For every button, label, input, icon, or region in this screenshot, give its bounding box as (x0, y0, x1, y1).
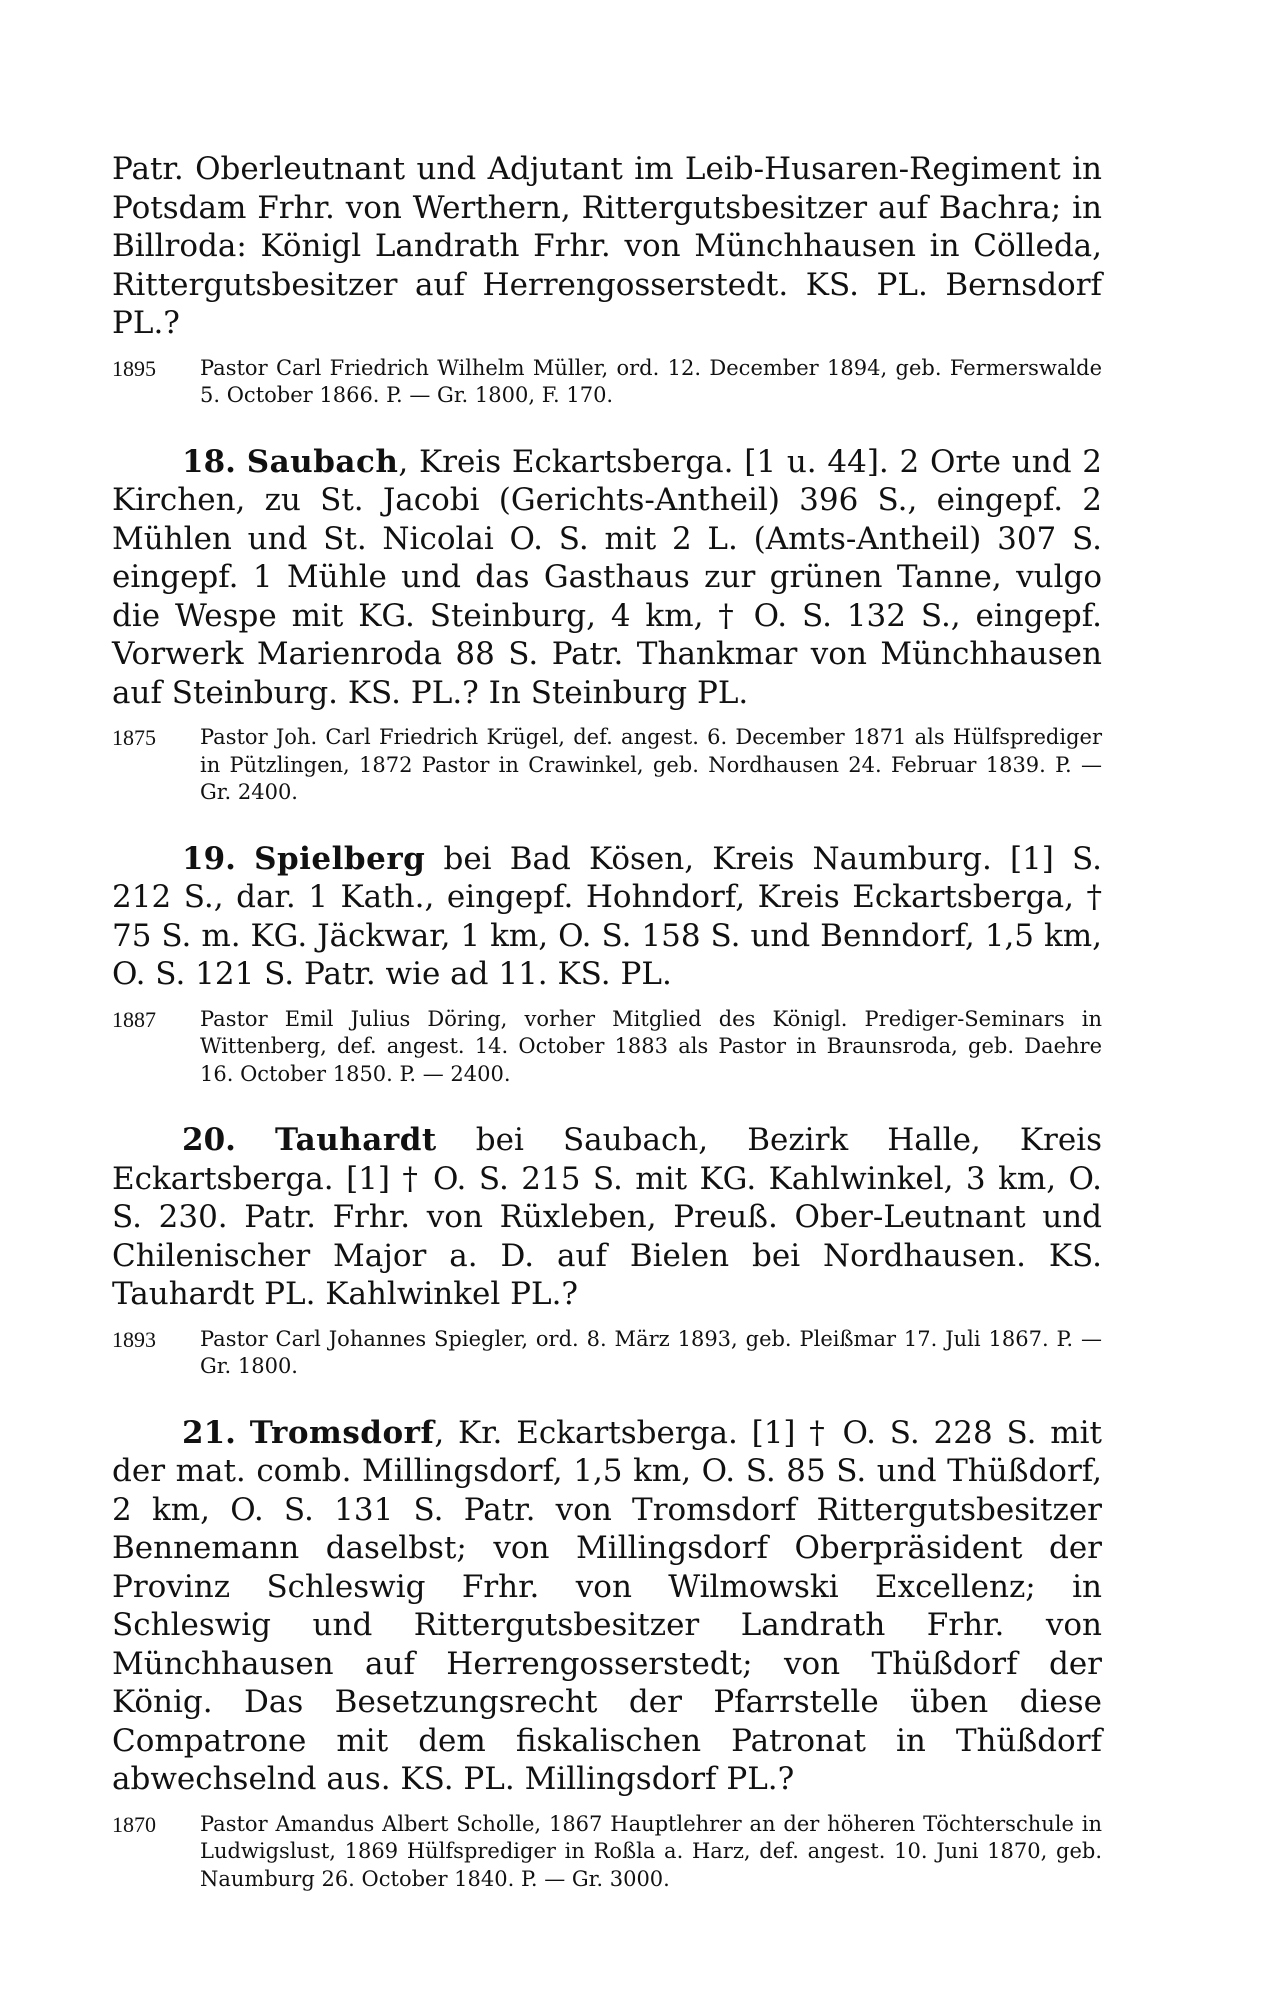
parish-description (112, 840, 1102, 994)
parish-name: Saubach (246, 443, 399, 480)
pastor-text: Pastor Emil Julius Döring, vorher Mitglied des Königl. Prediger-Seminars in Wittenberg, def. angest. 14. October 1883 als Pastor in Braunsroda, geb. Daehre 16. October 1850. P. — 2400. (200, 1006, 1102, 1086)
pastor-year: 1895 (112, 355, 156, 381)
pastor-note (112, 724, 1102, 807)
pastor-text: Pastor Carl Johannes Spiegler, ord. 8. März 1893, geb. Pleißmar 17. Juli 1867. P. — Gr. 1800. (200, 1326, 1102, 1378)
parish-entry-18 (112, 443, 1102, 807)
parish-text: , Kreis Eckartsberga. [1 u. 44]. 2 Orte und 2 Kirchen, zu St. Jacobi (Gerichts-Antheil) 396 S., eingepf. 2 Mühlen und St. Nicolai O. S. mit 2 L. (Amts-Antheil) 307 S. eingepf. 1 Mühle und das Gasthaus zur grünen Tanne, vulgo die Wespe mit KG. Steinburg, 4 km, † O. S. 132 S., eingepf. Vorwerk Marienroda 88 S. Patr. Thankmar von Münchhausen auf Steinburg. KS. PL.? In Steinburg PL. (112, 443, 1103, 711)
continuation-text: Patr. Oberleutnant und Adjutant im Leib-Husaren-Regiment in Potsdam Frhr. von Werthern, Rittergutsbesitzer auf Bachra; in Billroda: Königl Landrath Frhr. von Münchhausen in Cölleda, Rittergutsbesitzer auf Herrengosserstedt. KS. PL. Bernsdorf PL.? (112, 151, 1102, 341)
pastor-note (112, 1326, 1102, 1381)
parish-number: 20. (182, 1122, 236, 1158)
parish-description (112, 443, 1102, 713)
pastor-text: Pastor Amandus Albert Scholle, 1867 Hauptlehrer an der höheren Töchterschule in Ludwigslust, 1869 Hülfsprediger in Roßla a. Harz, def. angest. 10. Juni 1870, geb. Naumburg 26. October 1840. P. — Gr. 3000. (200, 1811, 1102, 1891)
parish-text: bei Saubach, Bezirk Halle, Kreis Eckartsberga. [1] † O. S. 215 S. mit KG. Kahlwinkel, 3 km, O. S. 230. Patr. Frhr. von Rüxleben, Preuß. Ober-Leutnant und Chilenischer Major a. D. auf Bielen bei Nordhausen. KS. Tauhardt PL. Kahlwinkel PL.? (112, 1122, 1102, 1312)
parish-text: bei Bad Kösen, Kreis Naumburg. [1] S. 212 S., dar. 1 Kath., eingepf. Hohndorf, Kreis Eckartsberga, † 75 S. m. KG. Jäckwar, 1 km, O. S. 158 S. und Benndorf, 1,5 km, O. S. 121 S. Patr. wie ad 11. KS. PL. (112, 840, 1103, 992)
parish-number: 19. (182, 840, 236, 877)
parish-entry-21 (112, 1414, 1102, 1894)
parish-number: 21. (182, 1414, 236, 1451)
parish-description (112, 1414, 1102, 1799)
parish-name: Tromsdorf (249, 1414, 435, 1451)
parish-entry-19 (112, 840, 1102, 1089)
pastor-year: 1875 (112, 725, 156, 750)
pastor-year: 1870 (112, 1811, 156, 1837)
parish-entry-20 (112, 1121, 1102, 1381)
pastor-note (112, 1811, 1102, 1894)
parish-description (112, 1121, 1102, 1314)
pastor-text: Pastor Carl Friedrich Wilhelm Müller, ord. 12. December 1894, geb. Fermerswalde 5. October 1866. P. — Gr. 1800, F. 170. (200, 355, 1102, 407)
parish-name: Tauhardt (275, 1122, 437, 1158)
document-page (112, 150, 1102, 1893)
pastor-year: 1893 (112, 1326, 156, 1352)
pastor-text: Pastor Joh. Carl Friedrich Krügel, def. angest. 6. December 1871 als Hülfsprediger in Pützlingen, 1872 Pastor in Crawinkel, geb. Nordhausen 24. Februar 1839. P. — Gr. 2400. (200, 725, 1102, 804)
parish-number: 18. (182, 443, 236, 480)
parish-name: Spielberg (254, 840, 426, 877)
pastor-year: 1887 (112, 1006, 156, 1032)
pastor-note (112, 355, 1102, 410)
entry-continuation (112, 150, 1102, 410)
parish-text: , Kr. Eckartsberga. [1] † O. S. 228 S. mit der mat. comb. Millingsdorf, 1,5 km, O. S. 85 S. und Thüßdorf, 2 km, O. S. 131 S. Patr. von Tromsdorf Rittergutsbesitzer Bennemann daselbst; von Millingsdorf Oberpräsident der Provinz Schleswig Frhr. von Wilmowski Excellenz; in Schleswig und Rittergutsbesitzer Landrath Frhr. von Münchhausen auf Herrengosserstedt; von Thüßdorf der König. Das Besetzungsrecht der Pfarrstelle üben diese Compatrone mit dem fiskalischen Patronat in Thüßdorf abwechselnd aus. KS. PL. Millingsdorf PL.? (112, 1414, 1103, 1797)
pastor-note (112, 1006, 1102, 1089)
